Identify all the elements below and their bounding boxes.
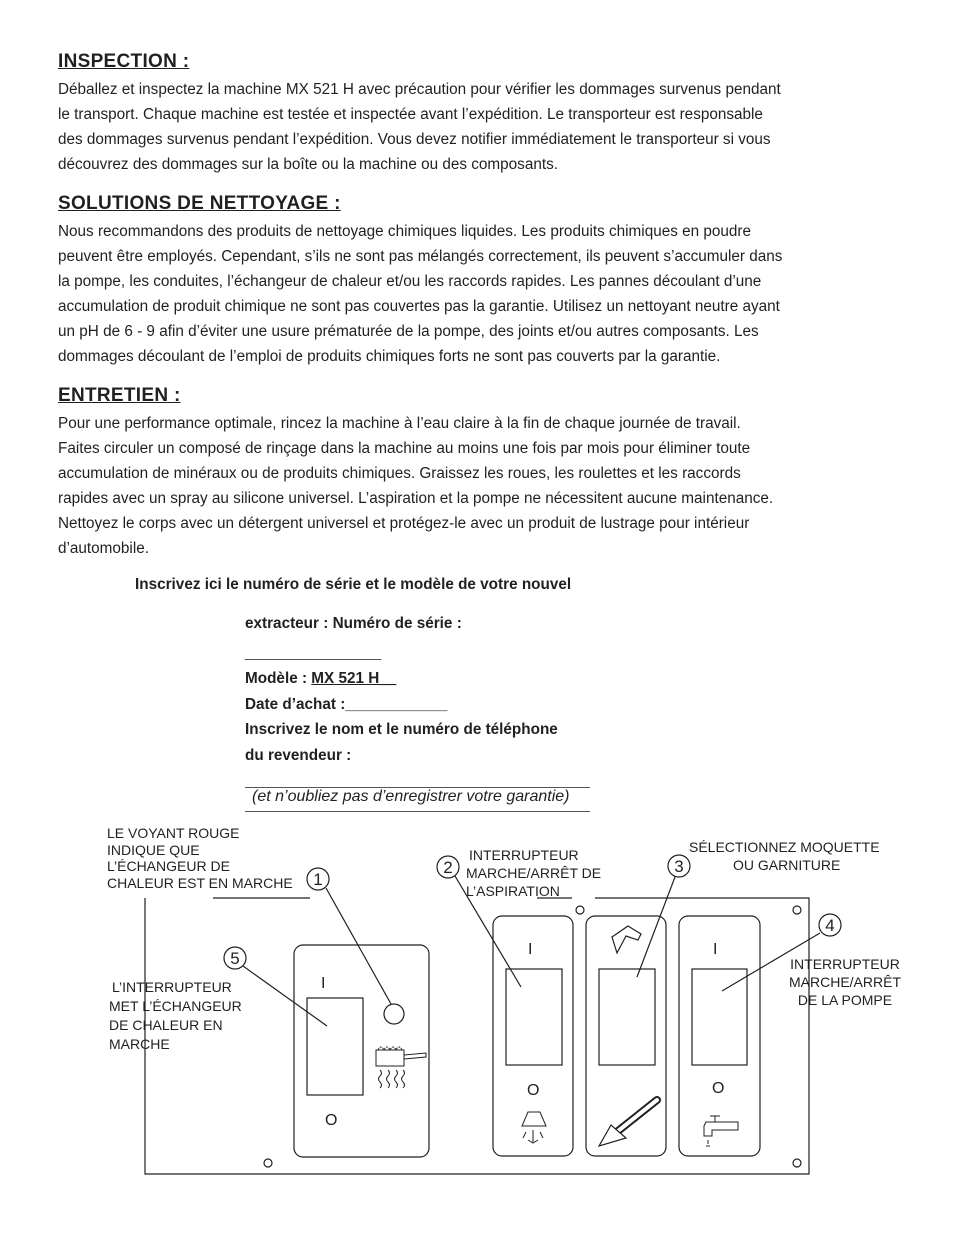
paragraph-line: Nettoyez le corps avec un détergent universel et protégez-le avec un produit de lustrage pour intérieur (58, 515, 750, 532)
callout-line: DE LA POMPE (797, 992, 893, 1008)
model-label: Modèle : (245, 670, 312, 687)
carpet-wand-icon (599, 1100, 657, 1146)
mounting-hole (576, 906, 584, 914)
paragraph-line: d’automobile. (58, 540, 149, 557)
section-heading-inspection: INSPECTION : (58, 51, 190, 72)
heater-off-mark: O (325, 1112, 338, 1129)
section-heading-maintenance: ENTRETIEN : (58, 385, 181, 406)
paragraph-line: Pour une performance optimale, rincez la machine à l’eau claire à la fin de chaque journée de travail. (58, 415, 741, 432)
callout-leader-3 (637, 877, 675, 977)
callout-line: MET L’ÉCHANGEUR (109, 998, 242, 1014)
callout-line: DE CHALEUR EN (109, 1017, 223, 1033)
paragraph-line: le transport. Chaque machine est testée et inspectée avant l’expédition. Le transporteur est responsable (58, 106, 763, 123)
serial-number-blank: ________________ (245, 644, 382, 661)
purchase-date-label: Date d’achat : (245, 696, 346, 713)
paragraph-line: découvrez des dommages sur la boîte ou la machine ou des composants. (58, 156, 558, 173)
callout-number-5: 5 (230, 949, 240, 968)
callout-line: MARCHE/ARRÊT DE (466, 865, 602, 881)
callout-line: LE VOYANT ROUGE (107, 825, 240, 841)
vacuum-switch-plate (493, 916, 573, 1156)
purchase-date-blank: ____________ (345, 696, 448, 713)
paragraph-line: rapides avec un spray au silicone universel. L’aspiration et la pompe ne nécessitent aucune maintenance. (58, 490, 774, 507)
dealer-instruction-line1: Inscrivez le nom et le numéro de téléphone (245, 721, 558, 738)
warranty-reminder: (et n’oubliez pas d’enregistrer votre garantie) (252, 788, 570, 805)
callout-line: INTERRUPTEUR (469, 847, 579, 863)
callout-line: SÉLECTIONNEZ MOQUETTE (689, 839, 880, 855)
callout-leader-2 (455, 876, 521, 987)
vacuum-fan-icon (522, 1112, 546, 1143)
heater-on-mark: I (321, 975, 326, 992)
callout-line: INTERRUPTEUR (790, 956, 900, 972)
panel-outline (145, 898, 809, 1174)
pump-off-mark: O (712, 1080, 725, 1097)
mounting-hole (264, 1159, 272, 1167)
paragraph-line: Déballez et inspectez la machine MX 521 H avec précaution pour vérifier les dommages survenus pendant (58, 81, 781, 98)
section-heading-cleaning-solutions: SOLUTIONS DE NETTOYAGE : (58, 193, 341, 214)
heater-pot-icon (376, 1047, 426, 1088)
callout-line: MARCHE/ARRÊT (788, 974, 901, 990)
callout-number-4: 4 (825, 916, 835, 935)
paragraph-line: un pH de 6 - 9 afin d’éviter une usure prématurée de la pompe, des joints et/ou autres composants. Les (58, 323, 759, 340)
paragraph-line: accumulation de minéraux ou de produits chimiques. Graissez les roues, les roulettes et les raccords (58, 465, 741, 482)
heater-switch (307, 998, 363, 1095)
callout-line: CHALEUR EST EN MARCHE (107, 874, 293, 891)
callout-line: MARCHE (109, 1036, 170, 1052)
pump-switch-plate (679, 916, 760, 1156)
vacuum-switch (506, 969, 562, 1065)
paragraph-line: la pompe, les conduites, l’échangeur de chaleur et/ou les raccords rapides. Les pannes découlant d’une (58, 273, 762, 290)
mounting-hole (793, 1159, 801, 1167)
heater-switch-plate (294, 945, 429, 1157)
callout-line: INDIQUE QUE (107, 841, 200, 858)
callout-leader-4 (722, 933, 820, 991)
model-value: MX 521 H__ (311, 670, 397, 687)
serial-number-label: extracteur : Numéro de série : (245, 615, 462, 632)
callout-line: L’INTERRUPTEUR (112, 979, 232, 995)
dealer-instruction-line2: du revendeur : (245, 747, 352, 764)
callout-leader-1 (326, 888, 391, 1004)
mounting-hole (793, 906, 801, 914)
paragraph-line: Nous recommandons des produits de nettoyage chimiques liquides. Les produits chimiques en poudre (58, 223, 752, 240)
paragraph-line: des dommages survenus pendant l’expédition. Vous devez notifier immédiatement le transporteur si vous (58, 131, 771, 148)
vacuum-on-mark: I (528, 941, 533, 958)
vacuum-off-mark: O (527, 1082, 540, 1099)
pump-on-mark: I (713, 941, 718, 958)
callout-number-1: 1 (313, 870, 323, 889)
callout-line: L’ÉCHANGEUR DE (107, 858, 230, 874)
callout-line: OU GARNITURE (733, 857, 841, 873)
callout-number-2: 2 (443, 858, 453, 877)
callout-leader-5 (243, 966, 327, 1026)
paragraph-line: accumulation de produit chimique ne sont pas couvertes pas la garantie. Utilisez un nettoyant neutre ayant (58, 298, 780, 315)
paragraph-line: peuvent être employés. Cependant, s’ils ne sont pas mélangés correctement, ils peuvent s’accumuler dans (58, 248, 783, 265)
pump-faucet-icon (704, 1116, 738, 1146)
registration-intro: Inscrivez ici le numéro de série et le modèle de votre nouvel (135, 576, 572, 593)
callout-number-3: 3 (674, 857, 684, 876)
tool-selector-switch (599, 969, 655, 1065)
heater-indicator-light (384, 1004, 404, 1024)
pump-switch (692, 969, 747, 1065)
upholstery-tool-icon (612, 926, 641, 953)
callout-line: L’ASPIRATION (466, 883, 560, 899)
paragraph-line: dommages découlant de l’emploi de produits chimiques forts ne sont pas couverts par la garantie. (58, 348, 721, 365)
paragraph-line: Faites circuler un composé de rinçage dans la machine au moins une fois par mois pour éliminer toute (58, 440, 751, 457)
